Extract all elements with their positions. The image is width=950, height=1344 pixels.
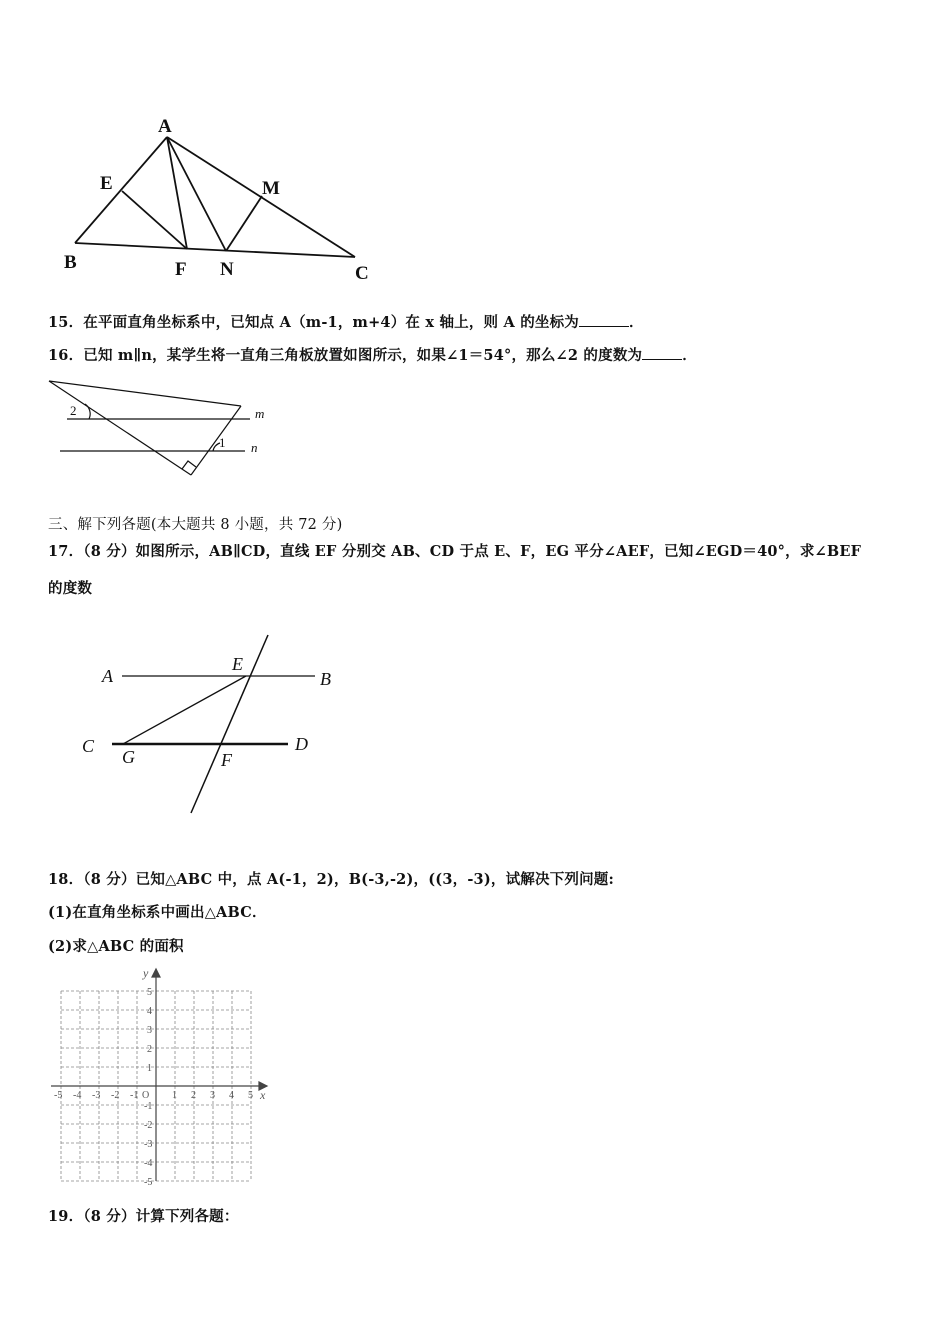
point-B-label: B [320,669,331,689]
origin-label: O [142,1090,150,1101]
line-n-label: n [251,440,258,455]
y-tick-label: 5 [147,987,152,998]
x-tick-label: 3 [210,1090,215,1101]
y-tick-label: -5 [144,1177,153,1188]
y-tick-label: -4 [144,1158,153,1169]
line-m-label: m [255,406,265,421]
x-tick-label: 5 [248,1090,253,1101]
y-tick-label: 4 [147,1006,152,1017]
label-F: F [175,259,187,280]
x-tick-label: -3 [92,1090,101,1101]
x-tick-label: -5 [54,1090,63,1101]
angle-1-label: 1 [219,435,226,450]
x-tick-label: 4 [229,1090,234,1101]
y-axis-label: y [143,966,149,980]
triangle-figure-14 [60,115,390,285]
point-C-label: C [82,736,95,756]
point-D-label: D [295,734,308,754]
point-F-label: F [221,750,232,770]
question-15-end: ． [629,314,644,331]
point-A-label: A [102,666,113,686]
question-16-text: 16．已知 m∥n，某学生将一直角三角板放置如图所示，如果∠1＝54°，那么∠2 的度数为 [48,347,643,364]
label-E: E [100,173,113,194]
question-19: 19．（8 分）计算下列各题： [48,1208,239,1225]
x-tick-label: 2 [191,1090,196,1101]
x-tick-label: -4 [73,1090,82,1101]
label-N: N [220,259,234,280]
question-18-part2: (2)求△ABC 的面积 [48,938,184,955]
point-G-label: G [122,747,135,767]
question-18-part1: (1)在直角坐标系中画出△ABC． [48,904,267,921]
label-A: A [158,116,172,137]
x-tick-label: 1 [172,1090,177,1101]
label-M: M [262,178,280,199]
answer-blank-15[interactable] [579,314,629,327]
point-E-label: E [232,654,243,674]
y-tick-label: 3 [147,1025,152,1036]
y-tick-label: 2 [147,1044,152,1055]
question-16 [48,344,697,365]
x-axis-label: x [260,1088,266,1102]
question-16-end: ． [682,347,697,364]
y-tick-label: -3 [144,1139,153,1150]
x-tick-label: -2 [111,1090,120,1101]
question-17-line1: 17．（8 分）如图所示，AB∥CD，直线 EF 分别交 AB、CD 于点 E、F，EG 平分∠AEF，已知∠EGD＝40°，求∠BEF [48,543,862,560]
question-15 [48,311,644,332]
question-15-text: 15．在平面直角坐标系中，已知点 A（m-1，m+4）在 x 轴上，则 A 的坐标为 [48,314,579,331]
label-C: C [355,263,369,284]
question-17-line2: 的度数 [48,580,93,597]
angle-2-label: 2 [70,403,77,418]
parallel-lines-triangle-figure-16 [45,373,285,483]
y-tick-label: 1 [147,1063,152,1074]
y-tick-label: -1 [144,1101,153,1112]
coordinate-grid[interactable] [45,965,275,1188]
parallel-lines-figure-17 [70,625,360,820]
x-tick-label: -1 [130,1090,139,1101]
y-tick-label: -2 [144,1120,153,1131]
label-B: B [64,252,77,273]
question-18-line1: 18．（8 分）已知△ABC 中，点 A(-1，2)，B(-3,-2)，((3，-3)，试解决下列问题: [48,871,615,888]
answer-blank-16[interactable] [642,347,682,360]
section-3-title: 三、解下列各题(本大题共 8 小题，共 72 分) [48,517,343,533]
